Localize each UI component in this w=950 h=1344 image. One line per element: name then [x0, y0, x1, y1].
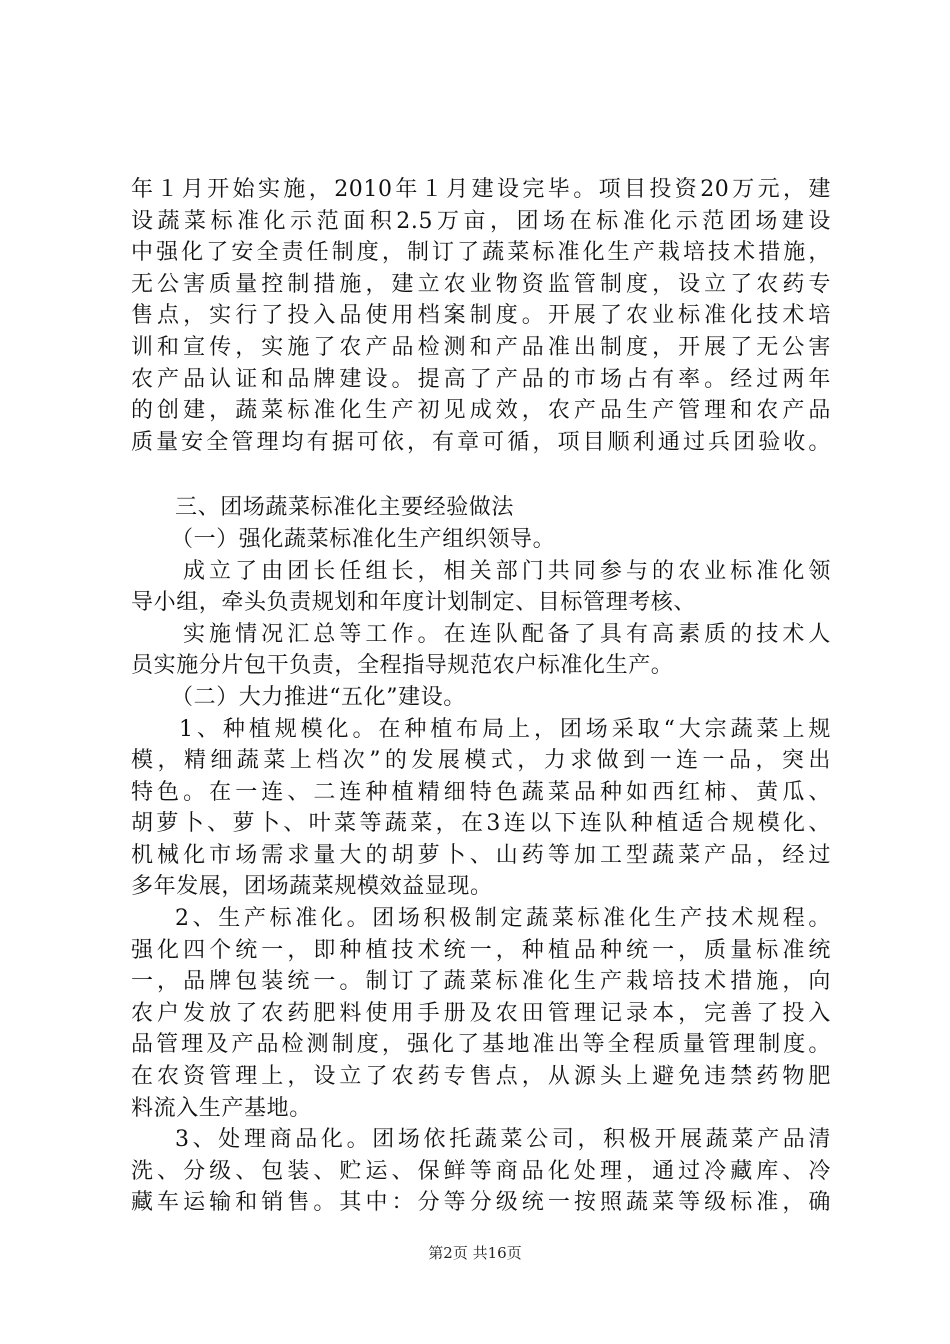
text-line: 3、处理商品化。团场依托蔬菜公司，积极开展蔬菜产品清 [175, 1127, 831, 1153]
paragraph-production-standard [131, 903, 831, 1124]
paragraph-gap [131, 458, 831, 492]
text-line: 质量安全管理均有据可依，有章可循，项目顺利通过兵团验收。 [131, 429, 831, 455]
text-line: 员实施分片包干负责，全程指导规范农户标准化生产。 [131, 653, 674, 679]
text-line: 的创建，蔬菜标准化生产初见成效，农产品生产管理和农产品 [131, 398, 831, 424]
text-line: 实施情况汇总等工作。在连队配备了具有高素质的技术人 [183, 621, 831, 647]
text-line: 设蔬菜标准化示范面积2.5万亩，团场在标准化示范团场建设 [131, 208, 831, 234]
text-line: 机械化市场需求量大的胡萝卜、山药等加工型蔬菜产品，经过 [131, 842, 831, 868]
text-line: 2、生产标准化。团场积极制定蔬菜标准化生产技术规程。 [175, 906, 831, 932]
text-line: 年１月开始实施，2010年１月建设完毕。项目投资20万元，建 [131, 177, 831, 202]
section-title: 三、团场蔬菜标准化主要经验做法 [175, 495, 515, 521]
paragraph-project-summary [131, 174, 831, 458]
text-line: 特色。在一连、二连种植精细特色蔬菜品种如西红柿、黄瓜、 [131, 779, 831, 805]
text-line: 农产品认证和品牌建设。提高了产品的市场占有率。经过两年 [131, 366, 831, 392]
text-line: 售点，实行了投入品使用档案制度。开展了农业标准化技术培 [131, 303, 831, 329]
text-line: 洗、分级、包装、贮运、保鲜等商品化处理，通过冷藏库、冷 [131, 1158, 831, 1184]
text-line: 料流入生产基地。 [131, 1095, 312, 1121]
text-line: 藏车运输和销售。其中：分等分级统一按照蔬菜等级标准，确 [131, 1190, 831, 1216]
paragraph-commercial-processing [131, 1124, 831, 1219]
text-line: 无公害质量控制措施，建立农业物资监管制度，设立了农药专 [131, 271, 831, 297]
paragraph-scale-planting [131, 714, 831, 904]
subsection-title: （二）大力推进“五化”建设。 [171, 684, 466, 710]
page-footer [0, 1243, 950, 1263]
document-body [131, 174, 831, 1219]
text-line: 导小组，牵头负责规划和年度计划制定、目标管理考核、 [131, 590, 697, 616]
subsection-title: （一）强化蔬菜标准化生产组织领导。 [171, 526, 556, 552]
text-line: 中强化了安全责任制度，制订了蔬菜标准化生产栽培技术措施， [131, 240, 831, 266]
text-line: 1、种植规模化。在种植布局上，团场采取“大宗蔬菜上规 [179, 716, 831, 742]
page-number-label: 第2页 共16页 [428, 1244, 522, 1262]
text-line: 强化四个统一，即种植技术统一，种植品种统一，质量标准统 [131, 937, 831, 963]
text-line: 多年发展，团场蔬菜规模效益显现。 [131, 874, 493, 900]
paragraph-leadership-group [131, 556, 831, 619]
text-line: 成立了由团长任组长，相关部门共同参与的农业标准化领 [183, 558, 831, 584]
text-line: 模，精细蔬菜上档次”的发展模式，力求做到一连一品，突出 [131, 748, 831, 774]
text-line: 品管理及产品检测制度，强化了基地准出等全程质量管理制度。 [131, 1032, 831, 1058]
text-line: 胡萝卜、萝卜、叶菜等蔬菜，在3连以下连队种植适合规模化、 [131, 811, 831, 837]
text-line: 在农资管理上，设立了农药专售点，从源头上避免违禁药物肥 [131, 1064, 831, 1090]
text-line: 农户发放了农药肥料使用手册及农田管理记录本，完善了投入 [131, 1000, 831, 1026]
text-line: 训和宣传，实施了农产品检测和产品准出制度，开展了无公害 [131, 334, 831, 360]
text-line: 一，品牌包装统一。制订了蔬菜标准化生产栽培技术措施，向 [131, 969, 831, 995]
paragraph-implementation [131, 619, 831, 682]
